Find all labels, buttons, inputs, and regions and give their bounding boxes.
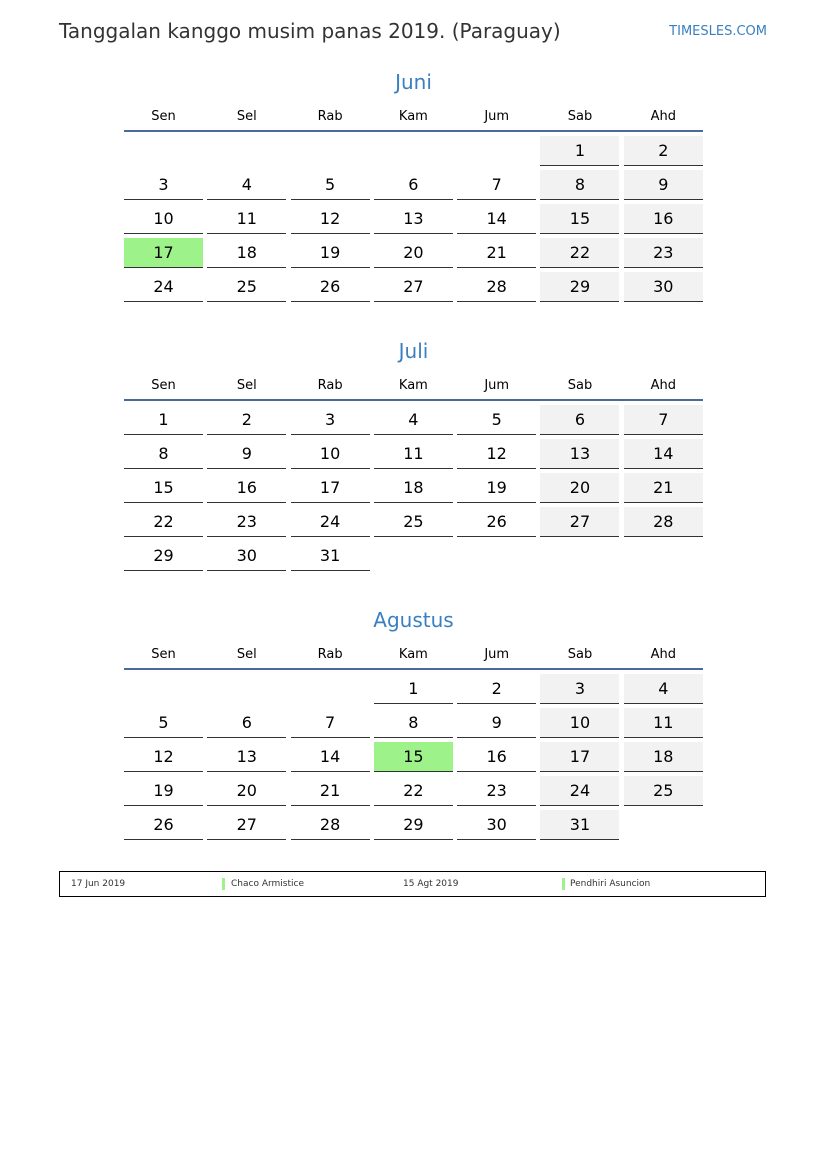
day-cell: 15 (124, 473, 203, 503)
weekday-label: Kam (398, 378, 428, 393)
day-cell: 19 (291, 238, 370, 268)
holiday-legend (59, 871, 766, 897)
weekday-label: Ahd (650, 647, 676, 662)
weekday-label: Sel (236, 647, 257, 662)
day-cell: 2 (457, 674, 536, 704)
month-title: Juli (398, 339, 429, 363)
legend-date: 15 Agt 2019 (403, 879, 459, 889)
day-cell: 17 (124, 238, 203, 268)
day-cell: 20 (207, 776, 286, 806)
day-grid (124, 405, 703, 571)
day-cell: 30 (624, 272, 703, 302)
weekday-label: Sab (567, 109, 593, 124)
weekday-label: Sel (236, 109, 257, 124)
day-cell: 12 (457, 439, 536, 469)
day-cell: 11 (374, 439, 453, 469)
day-cell: 29 (540, 272, 619, 302)
day-cell: 30 (207, 541, 286, 571)
day-cell: 13 (207, 742, 286, 772)
day-cell: 9 (457, 708, 536, 738)
day-cell: 10 (291, 439, 370, 469)
day-cell: 13 (374, 204, 453, 234)
day-cell: 1 (124, 405, 203, 435)
day-cell: 31 (540, 810, 619, 840)
day-cell: 23 (457, 776, 536, 806)
day-cell: 16 (207, 473, 286, 503)
day-cell: 5 (457, 405, 536, 435)
weekday-label: Sen (151, 647, 176, 662)
day-cell: 7 (291, 708, 370, 738)
month-title: Juni (395, 70, 432, 94)
weekday-header (124, 108, 703, 132)
day-cell: 6 (207, 708, 286, 738)
day-cell: 6 (374, 170, 453, 200)
day-cell: 16 (624, 204, 703, 234)
day-cell: 4 (374, 405, 453, 435)
day-cell: 6 (540, 405, 619, 435)
empty-day-cell (374, 541, 453, 571)
weekday-header (124, 377, 703, 401)
legend-date: 17 Jun 2019 (71, 879, 126, 889)
empty-day-cell (124, 674, 203, 704)
day-cell: 27 (540, 507, 619, 537)
day-cell: 22 (540, 238, 619, 268)
day-cell: 19 (124, 776, 203, 806)
month-title: Agustus (373, 608, 454, 632)
weekday-label: Kam (398, 647, 428, 662)
day-cell: 4 (624, 674, 703, 704)
legend-color-marker (562, 878, 565, 890)
day-cell: 18 (624, 742, 703, 772)
day-cell: 4 (207, 170, 286, 200)
day-cell: 21 (291, 776, 370, 806)
weekday-label: Rab (317, 647, 343, 662)
day-cell: 14 (624, 439, 703, 469)
day-cell: 11 (207, 204, 286, 234)
day-cell: 26 (124, 810, 203, 840)
day-cell: 17 (291, 473, 370, 503)
day-cell: 10 (540, 708, 619, 738)
empty-day-cell (291, 674, 370, 704)
day-cell: 10 (124, 204, 203, 234)
day-cell: 5 (124, 708, 203, 738)
empty-day-cell (624, 541, 703, 571)
weekday-label: Jum (484, 378, 510, 393)
day-cell: 13 (540, 439, 619, 469)
month-block (124, 606, 703, 840)
day-cell: 14 (291, 742, 370, 772)
weekday-label: Sen (151, 109, 176, 124)
weekday-label: Sab (567, 378, 593, 393)
day-cell: 29 (124, 541, 203, 571)
day-cell: 28 (291, 810, 370, 840)
empty-day-cell (374, 136, 453, 166)
day-cell: 7 (457, 170, 536, 200)
legend-color-marker (222, 878, 225, 890)
day-cell: 5 (291, 170, 370, 200)
day-grid (124, 674, 703, 840)
day-cell: 28 (457, 272, 536, 302)
site-link[interactable]: TIMESLES.COM (669, 24, 767, 39)
day-cell: 26 (457, 507, 536, 537)
month-block (124, 337, 703, 571)
empty-day-cell (207, 674, 286, 704)
day-cell: 1 (540, 136, 619, 166)
day-cell: 25 (207, 272, 286, 302)
weekday-label: Jum (484, 647, 510, 662)
day-cell: 17 (540, 742, 619, 772)
day-cell: 27 (374, 272, 453, 302)
day-cell: 20 (374, 238, 453, 268)
day-cell: 7 (624, 405, 703, 435)
day-cell: 22 (374, 776, 453, 806)
day-cell: 3 (124, 170, 203, 200)
weekday-label: Sel (236, 378, 257, 393)
day-cell: 8 (540, 170, 619, 200)
weekday-label: Sab (567, 647, 593, 662)
day-cell: 25 (624, 776, 703, 806)
day-cell: 22 (124, 507, 203, 537)
weekday-label: Ahd (650, 109, 676, 124)
page-title: Tanggalan kanggo musim panas 2019. (Paraguay) (59, 19, 561, 43)
day-cell: 24 (540, 776, 619, 806)
day-cell: 31 (291, 541, 370, 571)
day-cell: 21 (457, 238, 536, 268)
day-cell: 9 (207, 439, 286, 469)
month-block (124, 68, 703, 302)
day-cell: 23 (624, 238, 703, 268)
empty-day-cell (457, 541, 536, 571)
day-cell: 19 (457, 473, 536, 503)
day-cell: 3 (291, 405, 370, 435)
empty-day-cell (291, 136, 370, 166)
empty-day-cell (124, 136, 203, 166)
day-cell: 27 (207, 810, 286, 840)
legend-holiday-name: Pendhiri Asuncion (570, 879, 651, 889)
weekday-label: Jum (484, 109, 510, 124)
day-grid (124, 136, 703, 302)
day-cell: 20 (540, 473, 619, 503)
day-cell: 26 (291, 272, 370, 302)
weekday-label: Rab (317, 378, 343, 393)
day-cell: 3 (540, 674, 619, 704)
day-cell: 9 (624, 170, 703, 200)
weekday-header (124, 646, 703, 670)
empty-day-cell (540, 541, 619, 571)
day-cell: 23 (207, 507, 286, 537)
legend-holiday-name: Chaco Armistice (231, 879, 304, 889)
day-cell: 8 (124, 439, 203, 469)
weekday-label: Ahd (650, 378, 676, 393)
day-cell: 12 (291, 204, 370, 234)
day-cell: 12 (124, 742, 203, 772)
weekday-label: Kam (398, 109, 428, 124)
empty-day-cell (457, 136, 536, 166)
day-cell: 15 (540, 204, 619, 234)
day-cell: 25 (374, 507, 453, 537)
day-cell: 15 (374, 742, 453, 772)
empty-day-cell (624, 810, 703, 840)
day-cell: 11 (624, 708, 703, 738)
day-cell: 30 (457, 810, 536, 840)
day-cell: 1 (374, 674, 453, 704)
day-cell: 28 (624, 507, 703, 537)
day-cell: 2 (207, 405, 286, 435)
empty-day-cell (207, 136, 286, 166)
day-cell: 18 (207, 238, 286, 268)
day-cell: 18 (374, 473, 453, 503)
day-cell: 16 (457, 742, 536, 772)
day-cell: 29 (374, 810, 453, 840)
day-cell: 24 (291, 507, 370, 537)
day-cell: 24 (124, 272, 203, 302)
weekday-label: Sen (151, 378, 176, 393)
weekday-label: Rab (317, 109, 343, 124)
day-cell: 8 (374, 708, 453, 738)
day-cell: 21 (624, 473, 703, 503)
day-cell: 2 (624, 136, 703, 166)
day-cell: 14 (457, 204, 536, 234)
